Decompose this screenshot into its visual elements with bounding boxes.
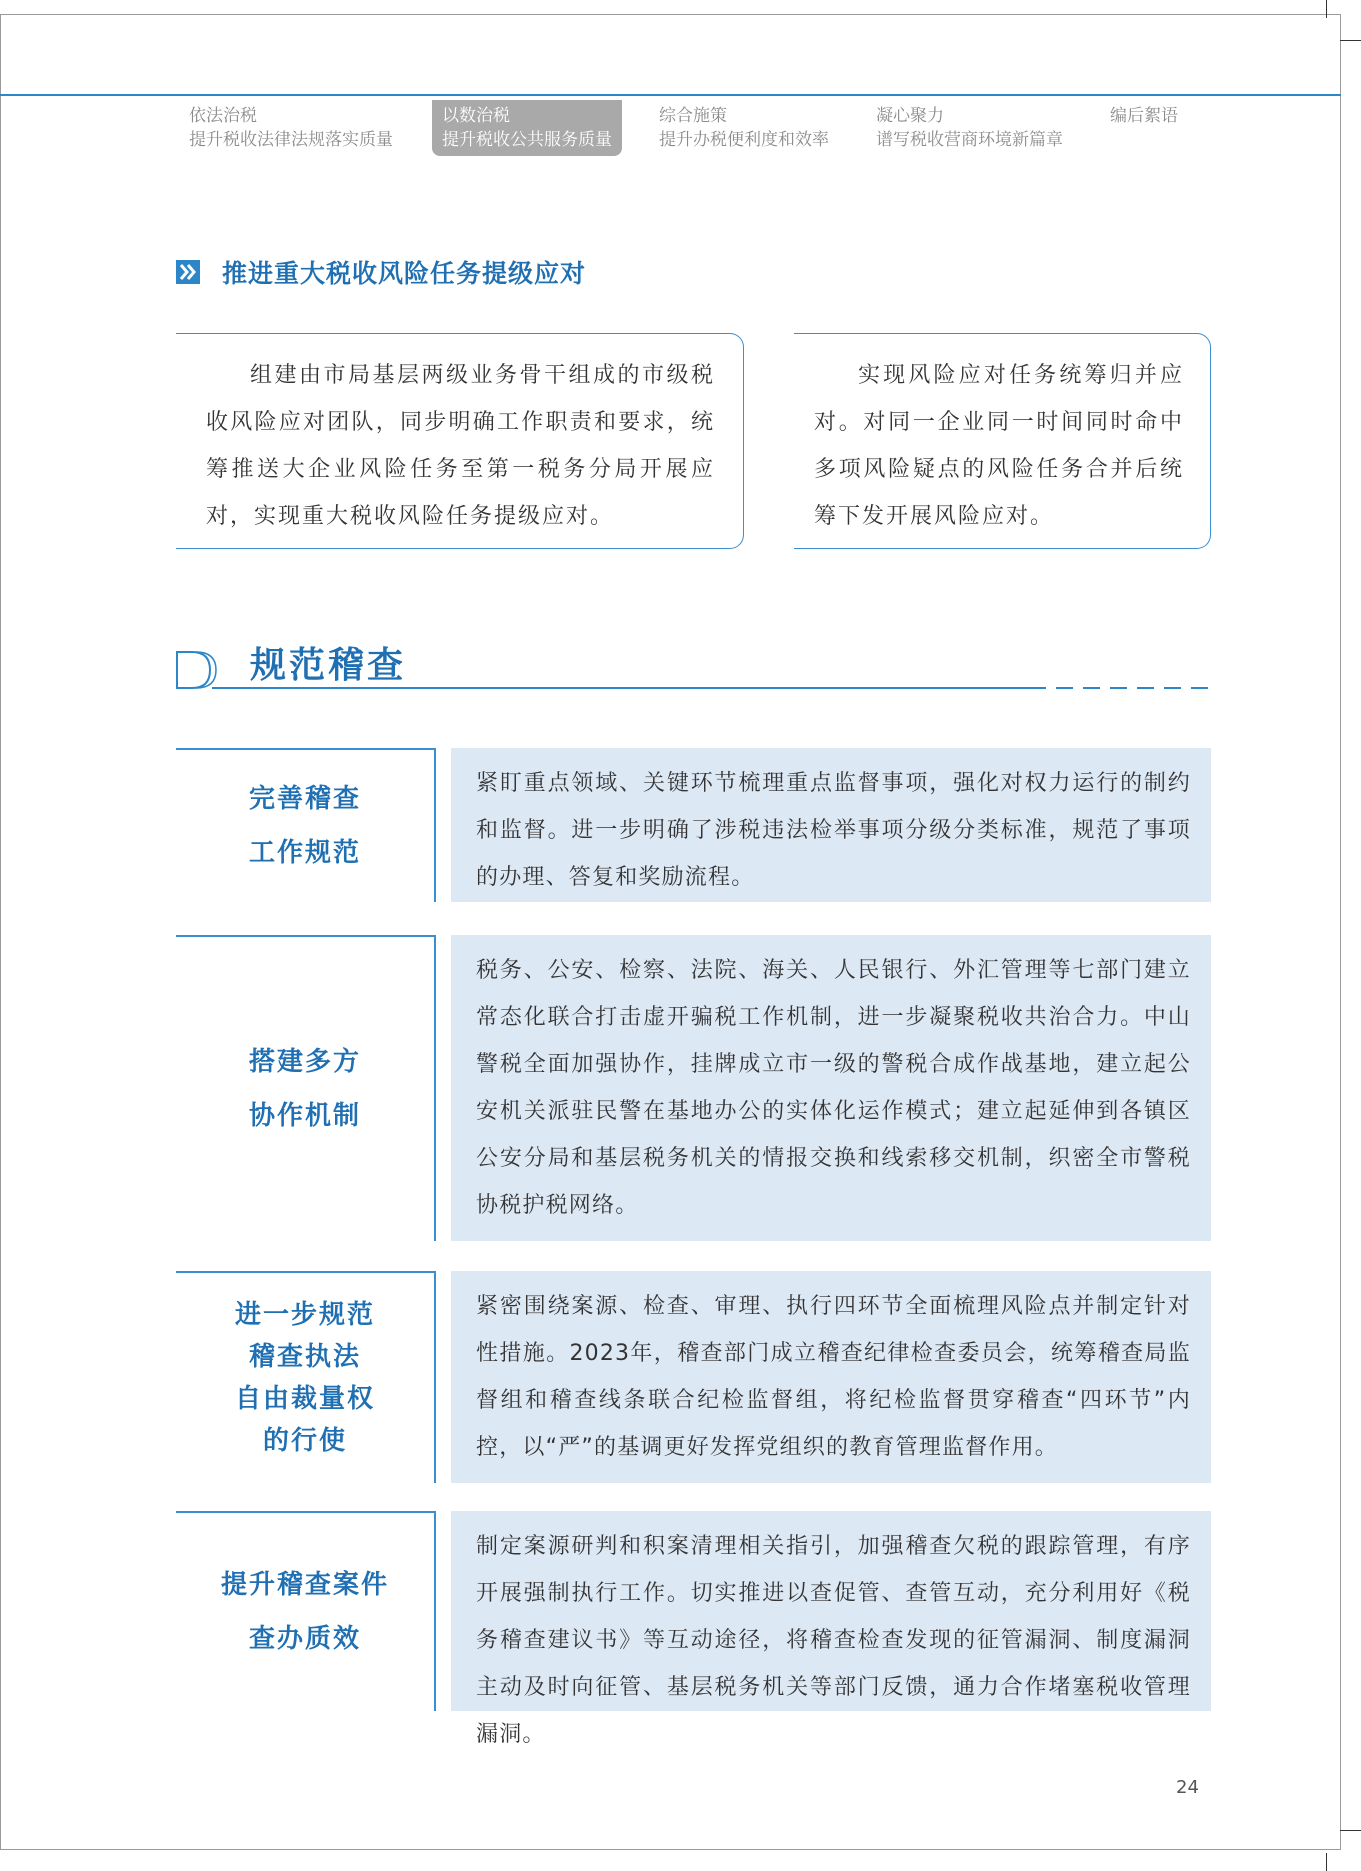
nav-item-title: 综合施策	[659, 106, 727, 126]
row-label-box	[176, 748, 436, 902]
subsection-heading	[176, 252, 586, 292]
info-box-text: 实现风险应对任务统筹归并应对。对同一企业同一时间同时命中多项风险疑点的风险任务合并后统筹下发开展风险应对。	[814, 363, 1184, 529]
page-number: 24	[1176, 1777, 1199, 1798]
header-rule	[0, 94, 1341, 96]
info-box-left	[176, 333, 744, 549]
nav-item-unity[interactable]	[876, 100, 1063, 156]
section-rule	[212, 687, 1046, 689]
crop-mark	[1326, 1853, 1327, 1871]
nav-item-subtitle: 谱写税收营商环境新篇章	[876, 130, 1063, 150]
row-label-box	[176, 1271, 436, 1483]
crop-mark	[1340, 40, 1361, 41]
nav-item-measures[interactable]	[659, 100, 829, 156]
row-label: 提升稽查案件 查办质效	[220, 1570, 389, 1654]
row-label: 完善稽查 工作规范	[248, 784, 361, 868]
section-row	[176, 748, 1211, 902]
section-heading	[176, 643, 1211, 689]
page-edge	[1340, 14, 1341, 1850]
nav-item-title: 凝心聚力	[876, 106, 944, 126]
row-label-box	[176, 935, 436, 1241]
section-row	[176, 935, 1211, 1241]
section-row	[176, 1271, 1211, 1483]
row-label: 搭建多方 协作机制	[248, 1047, 361, 1131]
section-bracket-icon	[176, 651, 218, 689]
nav-item-title: 以数治税	[442, 106, 510, 126]
nav-item-subtitle: 提升办税便利度和效率	[659, 130, 829, 150]
crop-mark	[1340, 1830, 1361, 1831]
double-chevron-right-icon	[176, 260, 200, 284]
row-body: 紧盯重点领域、关键环节梳理重点监督事项，强化对权力运行的制约和监督。进一步明确了涉税违法检举事项分级分类标准，规范了事项的办理、答复和奖励流程。	[451, 748, 1211, 902]
info-box-right	[794, 333, 1211, 549]
section-title: 规范稽查	[250, 645, 407, 686]
row-body: 制定案源研判和积案清理相关指引，加强稽查欠税的跟踪管理，有序开展强制执行工作。切实推进以查促管、查管互动，充分利用好《税务稽查建议书》等互动途径，将稽查检查发现的征管漏洞、制度漏洞主动及时向征管、基层税务机关等部门反馈，通力合作堵塞税收管理漏洞。	[451, 1511, 1211, 1711]
crop-mark	[1326, 0, 1327, 18]
subsection-title: 推进重大税收风险任务提级应对	[222, 259, 587, 288]
row-label-box	[176, 1511, 436, 1711]
nav-item-rule-of-law[interactable]	[189, 100, 393, 156]
nav-item-subtitle: 提升税收公共服务质量	[442, 130, 612, 150]
row-label: 进一步规范 稽查执法 自由裁量权 的行使	[234, 1300, 375, 1456]
chapter-nav	[0, 100, 1341, 156]
nav-item-afterword[interactable]	[1110, 100, 1178, 156]
nav-item-data-tax[interactable]	[432, 100, 622, 156]
nav-item-title: 编后絮语	[1110, 106, 1178, 126]
section-row	[176, 1511, 1211, 1747]
row-body: 税务、公安、检察、法院、海关、人民银行、外汇管理等七部门建立常态化联合打击虚开骗税工作机制，进一步凝聚税收共治合力。中山警税全面加强协作，挂牌成立市一级的警税合成作战基地，建立起公安机关派驻民警在基地办公的实体化运作模式；建立起延伸到各镇区公安分局和基层税务机关的情报交换和线索移交机制，织密全市警税协税护税网络。	[451, 935, 1211, 1241]
info-box-text: 组建由市局基层两级业务骨干组成的市级税收风险应对团队，同步明确工作职责和要求，统筹推送大企业风险任务至第一税务分局开展应对，实现重大税收风险任务提级应对。	[206, 363, 715, 529]
nav-item-title: 依法治税	[189, 106, 257, 126]
row-body: 紧密围绕案源、检查、审理、执行四环节全面梳理风险点并制定针对性措施。2023年，稽查部门成立稽查纪律检查委员会，统筹稽查局监督组和稽查线条联合纪检监督组，将纪检监督贯穿稽查“四环节”内控，以“严”的基调更好发挥党组织的教育管理监督作用。	[451, 1271, 1211, 1483]
nav-item-subtitle: 提升税收法律法规落实质量	[189, 130, 393, 150]
section-dashes	[1056, 687, 1211, 689]
